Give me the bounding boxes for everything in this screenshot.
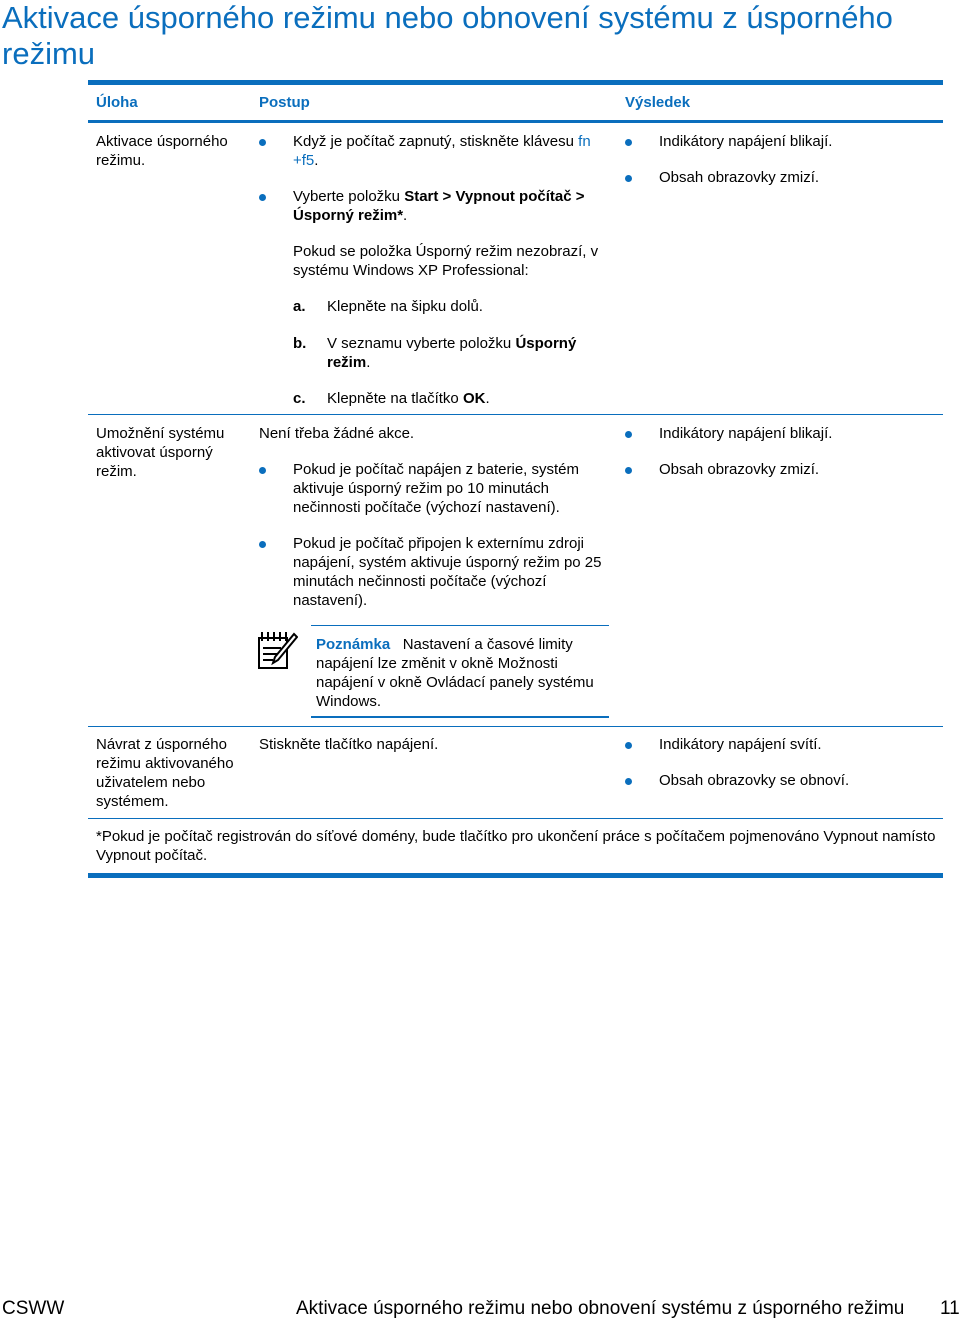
page-number: 11 [940, 1298, 960, 1319]
row1-paragraph: Pokud se položka Úsporný režim nezobrazí, v systému Windows XP Professional: [293, 243, 599, 279]
note-label: Poznámka [316, 636, 391, 653]
note-top-rule [311, 625, 609, 626]
sub-item-b: V seznamu vyberte položku Úsporný režim. [327, 335, 577, 371]
bullet-dot [259, 467, 266, 474]
row2-result1: Indikátory napájení blikají. [659, 425, 833, 442]
row1-step1: Když je počítač zapnutý, stiskněte klávesu fn +f5. [293, 133, 591, 169]
bullet-dot [625, 139, 632, 146]
bullet-dot [625, 175, 632, 182]
row2-bullet2: Pokud je počítač připojen k externímu zdroji napájení, systém aktivuje úsporný režim po 25 minutách nečinnosti počítače (výchozí nastavení). [293, 535, 602, 609]
row1-task: Aktivace úsporného režimu. [96, 133, 228, 169]
sub-item-label-c: c. [293, 390, 306, 407]
key-combo: fn +f5 [293, 133, 591, 169]
page-title: Aktivace úsporného režimu nebo obnovení systému z úsporného režimu [2, 0, 893, 71]
row2-task: Umožnění systému aktivovat úsporný režim. [96, 425, 225, 480]
table-header-rule [88, 120, 943, 123]
note-bottom-rule [311, 716, 609, 718]
footer-center: Aktivace úsporného režimu nebo obnovení systému z úsporného režimu [296, 1298, 905, 1319]
row2-bullet1: Pokud je počítač napájen z baterie, systém aktivuje úsporný režim po 10 minutách nečinnosti počítače (výchozí nastavení). [293, 461, 579, 516]
sub-item-c: Klepněte na tlačítko OK. [327, 390, 490, 407]
row2-result2: Obsah obrazovky zmizí. [659, 461, 820, 478]
column-header-result: Výsledek [625, 94, 691, 111]
bullet-dot [625, 742, 632, 749]
row3-result1: Indikátory napájení svítí. [659, 736, 822, 753]
bullet-dot [259, 194, 266, 201]
row1-step2: Vyberte položku Start > Vypnout počítač > Úsporný režim*. [293, 188, 585, 224]
row-divider [88, 414, 943, 415]
sub-item-label-a: a. [293, 298, 306, 315]
table-footnote: *Pokud je počítač registrován do síťové domény, bude tlačítko pro ukončení práce s počítačem pojmenováno Vypnout namísto Vypnout počítač. [96, 828, 936, 864]
footer-left: CSWW [2, 1298, 65, 1319]
row-divider [88, 818, 943, 819]
bullet-dot [259, 541, 266, 548]
bullet-dot [259, 139, 266, 146]
bullet-dot [625, 467, 632, 474]
column-header-procedure: Postup [259, 94, 310, 111]
bullet-dot [625, 431, 632, 438]
sub-item-label-b: b. [293, 335, 307, 352]
row2-intro: Není třeba žádné akce. [259, 425, 415, 442]
row1-result2: Obsah obrazovky zmizí. [659, 169, 820, 186]
row3-task: Návrat z úsporného režimu aktivovaného uživatelem nebo systémem. [96, 736, 234, 810]
row-divider [88, 726, 943, 727]
row3-result2: Obsah obrazovky se obnoví. [659, 772, 850, 789]
note-box [316, 635, 608, 711]
note-pad-icon [256, 630, 298, 670]
table-bottom-rule [88, 873, 943, 878]
row1-result1: Indikátory napájení blikají. [659, 133, 833, 150]
sub-item-a: Klepněte na šipku dolů. [327, 298, 483, 315]
column-header-task: Úloha [96, 94, 138, 111]
table-top-rule [88, 80, 943, 85]
bullet-dot [625, 778, 632, 785]
row3-step: Stiskněte tlačítko napájení. [259, 736, 439, 753]
note-text: Nastavení a časové limity napájení lze změnit v okně Možnosti napájení v okně Ovládací panely systému Windows. [316, 636, 594, 710]
